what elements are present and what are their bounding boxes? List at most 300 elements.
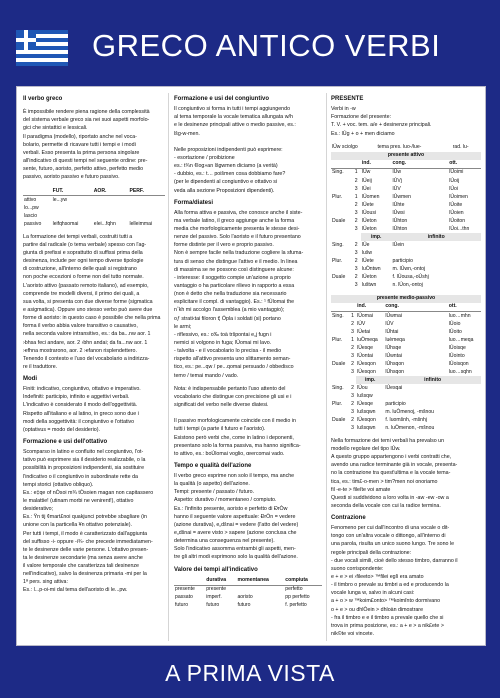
table-cell: 3 — [354, 250, 358, 257]
text-line: bolario, permette di ricavare tutti i tempi e i modi — [23, 141, 136, 148]
text-line: tica, es.: tim£-o-men > tim?men noi onoriamo — [331, 478, 438, 485]
table-cell: lÚoite — [449, 201, 463, 208]
table-cell: rad. lu- — [452, 144, 469, 151]
table-row — [23, 221, 165, 229]
table-cell: futuro — [206, 602, 220, 609]
table-cell: Plur. — [332, 336, 343, 343]
table-cell: passivo — [24, 221, 42, 228]
text-line: Scomparso in latino e confluito nel congiuntivo, l'ot- — [23, 449, 144, 456]
text-line: nenze del passivo. Solo l'aoristo e il futuro presentano — [174, 234, 301, 241]
text-line: L'aoristo attivo (passato remoto italiano), ad esempio, — [23, 282, 149, 289]
text-line: Nella formazione dei temi verbali ha prevalso un — [331, 437, 445, 444]
text-line: al tema temporale la vocale tematica allungata w/h — [174, 114, 293, 121]
column-congiuntivo — [174, 95, 322, 641]
text-line: del sistema verbale greco sia nei suoi aspetti morfolo- — [23, 117, 150, 124]
text-line: - il timbro o prevale su timbri a ed e producendo la — [331, 582, 449, 589]
table-cell: lÚesqon — [357, 360, 376, 367]
table-cell: lÚetai — [357, 328, 371, 335]
table-cell: ott. — [448, 160, 481, 169]
table-cell: m. lÚwn,-ontoj — [392, 266, 426, 273]
text-line: determina una conseguenza nel presente). — [174, 538, 275, 545]
text-line: unione con la particella ¥n ottativo potenziale). — [23, 522, 132, 529]
table-cell: lÚV — [385, 320, 394, 327]
table-cell — [52, 204, 93, 212]
text-line: nell'indicativo), salvo la desinenza primaria -mi per la — [23, 571, 147, 578]
table-row — [331, 352, 481, 360]
table-cell: le...yw — [52, 197, 68, 204]
text-line: - talvolta - e il vocabolario lo precisa - il medio — [174, 348, 282, 355]
table-cell: tema pres. luo-/lue- — [377, 144, 422, 151]
text-line: Nota: è indispensabile pertanto l'uso attento del — [174, 385, 286, 392]
table-cell: durativa — [205, 577, 236, 586]
text-line: o + e > ou dhlÒein > dhloàn dimostrare — [331, 606, 424, 613]
text-line: media che morfologicamente presenta le stesse desi- — [174, 226, 300, 233]
table-row — [331, 384, 481, 392]
table-cell: lÚhsqe — [385, 344, 402, 351]
text-line: Formazione del presente: — [331, 114, 392, 121]
table-cell: luo…meqa — [448, 336, 474, 343]
table-cell: 2 — [354, 177, 358, 184]
text-line: Il congiuntivo si forma in tutti i tempi aggiungendo — [174, 106, 291, 113]
table-cell: n. luÒmenon, -mšnou — [385, 425, 435, 432]
text-line: 1ª pers. sing attiva: — [23, 579, 68, 586]
table-cell — [392, 249, 449, 257]
text-line: Il verbo greco esprime non solo il tempo, ma anche — [174, 473, 295, 480]
table-row — [331, 344, 481, 352]
table-cell: aoristo — [237, 594, 253, 601]
text-line: Es.: l'infinito presente, aoristo e perfetto di ÐrÒw — [174, 505, 288, 512]
table-cell — [331, 409, 350, 417]
table-cell — [331, 328, 350, 336]
text-line: veda alla sezione Proposizioni dipendenti). — [174, 187, 275, 194]
section-heading: Contrazione — [331, 515, 366, 522]
table-cell: lÚw sciolgo — [332, 144, 358, 151]
table-cell — [331, 266, 354, 274]
text-line: tativo può esprimere sia il desiderio realizzabile, o la — [23, 457, 146, 464]
table-cell: ind. — [361, 160, 392, 169]
table-cell: lÚesqon — [357, 417, 376, 424]
text-line: ta le desinenze secondarie (ma senza avere anche — [23, 554, 143, 561]
text-line: e asigmatica). Oppure uno stesso verbo può avere due — [23, 306, 153, 313]
text-line: il valore temporale che caratterizza tali desinenze — [23, 563, 140, 570]
verbi-text — [331, 106, 481, 138]
text-line: Es.: e‡qe of nÒsoi m¾ tÒsoien magan non capitassero — [23, 489, 154, 496]
table-cell — [331, 320, 350, 328]
text-line: hanno il seguente valore aspettuale: ÐrÒn = vedere — [174, 513, 296, 520]
table-row — [331, 409, 481, 417]
table-cell: elei...fqhn — [93, 221, 116, 228]
page-title: GRECO ANTICO VERBI — [92, 28, 441, 63]
table-cell: Plur. — [332, 193, 343, 200]
text-line: passivo, aoristo passivo e futuro passivo. — [23, 174, 120, 181]
table-cell — [331, 209, 354, 217]
table-cell: 2 — [354, 258, 358, 265]
text-line: Tempi: presente / passato / futuro. — [174, 489, 255, 496]
header — [0, 0, 500, 85]
table-row — [331, 368, 481, 376]
table-cell: lÚw — [361, 169, 371, 176]
text-line: A questo gruppo appartengono i verbi contratti che, — [331, 454, 452, 461]
text-line: la qualità (o aspetto) dell'azione. — [174, 481, 250, 488]
table-cell: 3 — [354, 209, 358, 216]
text-line: rispetto all'attivo presenta uno slittamento seman- — [174, 356, 291, 363]
table-cell: lÚhsqon — [385, 360, 405, 367]
table-cell: lÚhton — [392, 225, 408, 232]
table-cell: Sing. — [332, 242, 344, 248]
text-line: nˆkh mi accolgo l'assemblea (a mio vantaggio); — [174, 307, 285, 314]
table-cell — [52, 213, 93, 221]
table-cell — [331, 352, 350, 360]
table-row — [23, 204, 165, 212]
text-line: L'indicativo è considerato il modo dell'oggettività. — [23, 402, 138, 409]
table-cell: luo…sqhn — [448, 368, 472, 375]
text-line: to attivo, es.: boÚlomai voglio, œercomai vado. — [174, 450, 285, 457]
column-divider — [326, 93, 327, 641]
table-cell: lÚV — [357, 320, 366, 327]
table-cell: momentanea — [236, 577, 284, 586]
text-line: vocabolario che distingue con precisione gli usi e i — [174, 393, 292, 400]
text-line: (per le dipendenti al congiuntivo e ottativo si — [174, 179, 278, 186]
valore-table — [174, 577, 322, 610]
section-heading: Valore dei tempi all'indicativo — [174, 566, 258, 573]
table-cell: 1 — [351, 312, 354, 319]
text-line: di massima se ne possono così distinguere alcune: — [174, 266, 294, 273]
text-line: ›bhsa feci andare, aor. 2 ›bhn andai; da fa...nw aor. 1 — [23, 339, 148, 346]
table-cell: lo...pw — [24, 205, 39, 212]
table-cell: lÚoiton — [449, 217, 466, 224]
modi-text — [23, 386, 165, 434]
table-cell: lušsqw — [357, 393, 373, 400]
table-cell: 3 — [351, 328, 354, 335]
table-cell: futuro — [237, 602, 251, 609]
table-cell — [236, 585, 284, 594]
text-line: oƒ strati‹tai filoron t¦ Ópla i soldati (si) portano — [174, 315, 281, 322]
table-row — [331, 274, 481, 282]
table-cell: luštwn — [361, 282, 377, 289]
table-title: imp. — [356, 376, 384, 384]
table-cell — [93, 196, 129, 205]
table-cell: 1 — [354, 193, 358, 200]
table-row — [331, 336, 481, 344]
table-row — [331, 249, 481, 257]
table-cell — [331, 425, 350, 433]
text-line: le armi; — [174, 323, 192, 330]
text-line: avendo una radice terminante già in vocale, presenta- — [331, 462, 458, 469]
text-line: Solo l'indicativo assomma entrambi gli aspetti, men- — [174, 546, 296, 553]
table-cell: 3 — [351, 368, 354, 375]
text-line: e le desinenze principali attive o medio passive, es.: — [174, 122, 296, 129]
presente-attivo-table — [331, 152, 481, 290]
table-cell: participio — [392, 258, 413, 265]
table-cell: lÚoi — [449, 185, 458, 192]
table-cell: lÚesqe — [357, 401, 373, 408]
table-cell: participio — [385, 401, 406, 408]
table-cell — [331, 393, 350, 401]
text-line: lšg-w-men. — [174, 130, 200, 137]
text-line: - interesse: il soggetto compie un'azione a proprio — [174, 274, 291, 281]
tempo-text — [174, 473, 322, 562]
table-cell: f. perfetto — [285, 602, 307, 609]
table-cell — [331, 282, 354, 290]
text-line: suono corrispondente: — [331, 565, 384, 572]
table-cell: 2 — [351, 320, 354, 327]
text-line: Esistono però verbi che, come in latino i deponenti, — [174, 434, 294, 441]
contrazione-text — [331, 525, 481, 638]
text-line: verbali. Esso presenta la prima persona singolare — [23, 149, 140, 156]
table-cell: lÚei — [361, 185, 371, 192]
table-cell: lÚousi — [361, 209, 377, 216]
text-line: tutti i tempi (a parte il futuro e l'aoristo). — [174, 426, 266, 433]
table-row — [331, 168, 481, 177]
text-line: di costruzione, all'interno delle quali si registrano — [23, 266, 137, 273]
table-cell: lÚhte — [392, 201, 405, 208]
table-cell: lÚoito — [448, 328, 462, 335]
table-row — [331, 177, 481, 185]
table-cell — [331, 368, 350, 376]
table-title: imp. — [361, 233, 392, 241]
table-cell: lÚesqai — [385, 385, 403, 392]
table-cell — [128, 213, 165, 221]
text-line: (optativus = modo del desiderio). — [23, 426, 100, 433]
table-cell: leifqhsomai — [52, 221, 79, 228]
text-line: forme distinte per il vero e proprio passivo. — [174, 242, 274, 249]
text-line: l'indicativo o il congiuntivo in subordinate rette da — [23, 473, 138, 480]
text-line: all'indicativo di questi tempi nel seguente ordine: pre- — [23, 157, 148, 164]
table-cell — [331, 160, 354, 169]
table-cell: attivo — [24, 197, 37, 204]
column-presente — [331, 95, 481, 641]
table-cell: lÚoimi — [449, 169, 464, 176]
table-cell: lÚontai — [357, 352, 373, 359]
table-cell — [93, 204, 129, 212]
text-line: Non è sempre facile nella traduzione cogliere la sfuma- — [174, 250, 304, 257]
text-line: nemici si volgono in fuga; lÚomai mi lavo. — [174, 339, 272, 346]
table-cell: 2 — [354, 201, 358, 208]
table-cell — [128, 196, 165, 205]
text-line: ma verbale latino, il greco aggiunge anche la forma — [174, 217, 295, 224]
table-row — [331, 185, 481, 193]
table-cell: 2 — [354, 217, 358, 224]
table-cell: 2 — [354, 274, 358, 281]
table-row — [23, 213, 165, 221]
text-line: una parola, risulta un unico suono lungo. Tre sono le — [331, 541, 455, 548]
table-cell: 2 — [351, 401, 354, 408]
table-cell: lÚoisqon — [448, 360, 469, 367]
table-cell: lÚwmen — [392, 193, 411, 200]
text-line: Aspetto: durativo / momentaneo / compiuto. — [174, 497, 277, 504]
table-cell: f. lÚousa,-oÚshj — [392, 274, 429, 281]
text-line: desinenza, include per ogni tempo diverse tipologie — [23, 258, 144, 265]
text-line: tongo con un'altra vocale o dittongo, all'interno di — [331, 533, 446, 540]
text-line: sua volta, si presenta con due diverse forme (sigmatica — [23, 298, 153, 305]
table-cell — [331, 249, 354, 257]
table-cell: 1 — [354, 169, 358, 176]
table-cell: lÚein — [392, 242, 405, 248]
section-heading: Modi — [23, 376, 37, 383]
conjugation-table-top — [331, 144, 481, 152]
text-line: forma il verbo abbia valore transitivo o causativo, — [23, 323, 138, 330]
table-cell: futuro — [175, 602, 189, 609]
table-row — [331, 258, 481, 266]
text-line: modi della soggettività: il congiuntivo e l'ottativo — [23, 418, 135, 425]
table-cell: 2 — [354, 242, 358, 248]
text-line: fil -e-te > fileîte voi amate — [331, 486, 391, 493]
text-line: (azione durativa), e„dšnai = vedere (l'atto del vedere) — [174, 521, 299, 528]
table-row — [174, 585, 322, 594]
text-line: giunta di prefissi e soprattutto di suffissi prima della — [23, 249, 143, 256]
diatesi-text — [174, 210, 322, 380]
column-verbo-greco — [23, 95, 165, 641]
text-line: desiderativo; — [23, 506, 54, 513]
table-cell: lelleimmai — [129, 221, 153, 228]
table-row — [174, 594, 322, 602]
table-row — [331, 328, 481, 336]
table-cell: lÚoi...thn — [449, 225, 470, 232]
text-line: trova in prima posizione, es.: a + e > a nik£ete > — [331, 622, 444, 629]
presente-notes — [331, 438, 481, 510]
table-row — [331, 393, 481, 401]
table-cell — [384, 393, 447, 401]
table-cell: presente — [206, 586, 227, 593]
table-cell: lÚhtai — [385, 328, 399, 335]
text-line: Alla forma attiva e passiva, che conosce anche il siste- — [174, 209, 303, 216]
text-line: le malattie! (utinam morbi ne venirent!), ottativo — [23, 497, 134, 504]
ottativo-text — [23, 449, 165, 595]
table-cell: 3 — [354, 225, 358, 232]
text-line: significati del verbo nelle diverse diatesi. — [174, 401, 269, 408]
table-cell: ind. — [356, 303, 384, 312]
table-cell: 3 — [351, 409, 354, 416]
text-line: Es.: l...p-oi-mi dal tema dell'aoristo di le...pw. — [23, 587, 128, 594]
text-line: del suffisso -i- oppure -i¾- che precede immediatamen- — [23, 538, 153, 545]
text-line: e„dšnai = avere visto > sapere (azione conclusa che — [174, 530, 297, 537]
table-row — [331, 282, 481, 290]
table-row — [331, 320, 481, 328]
table-cell: lÚwmai — [385, 312, 403, 319]
table-cell: lÚete — [361, 258, 374, 265]
table-cell: AOR. — [93, 187, 129, 196]
text-line: sente, futuro, aoristo, perfetto attivo, perfetto medio — [23, 166, 144, 173]
text-line: - fra il timbro e e il timbro a prevale quello che si — [331, 614, 444, 621]
text-line: Il passivo morfologicamente coincide con il medio in — [174, 418, 296, 425]
text-line: possibilità in proposizioni indipendenti, sia sostituire — [23, 465, 145, 472]
table-cell: 3 — [351, 425, 354, 432]
text-line: re il traduttore. — [23, 363, 58, 370]
table-cell: Sing. — [332, 312, 344, 319]
text-line: te le desinenze delle varie persone. L'ottativo presen- — [23, 546, 149, 553]
table-row — [331, 401, 481, 409]
table-cell: Sing. — [332, 385, 344, 392]
text-line: partire dal radicale (o tema verbale) spesso con l'ag- — [23, 241, 147, 248]
table-cell: ott. — [448, 303, 481, 312]
table-cell: lÚw — [392, 169, 402, 176]
table-cell: PERF. — [128, 187, 165, 196]
text-line: Il paradigma (modello), riportato anche nel voca- — [23, 133, 137, 140]
text-line: presentano solo la forma passiva, ma hanno significa- — [174, 442, 301, 449]
table-cell: 3 — [351, 393, 354, 400]
text-line: Tenendo il contesto e l'uso del vocabolario a indirizza- — [23, 355, 150, 362]
text-line: es.: t¾n ¢log»an lšgwmen diciamo (a verità) — [174, 163, 278, 170]
text-line: Fenomeno per cui dall'incontro di una vocale o dit- — [331, 525, 450, 532]
text-line — [174, 139, 322, 146]
table-title: infinito — [384, 376, 481, 384]
table-title: infinito — [392, 233, 481, 241]
table-cell: m. luÒmenoj, -mšnou — [385, 409, 435, 416]
text-line: e + e > ei ›fileeto> ™filei eglì era amato — [331, 574, 424, 581]
table-cell: cong. — [392, 160, 449, 169]
table-row — [174, 602, 322, 610]
table-row — [331, 311, 481, 320]
paradigm-table — [23, 187, 165, 228]
table-title: presente attivo — [331, 152, 481, 160]
table-title: presente medio-passivo — [331, 295, 481, 303]
section-heading: Formazione e usi del congiuntivo — [174, 96, 270, 102]
table-cell: lÚeij — [361, 177, 372, 184]
table-cell: lascio — [24, 213, 38, 220]
presente-medio-passivo-table — [331, 295, 481, 433]
table-row — [331, 241, 481, 249]
table-cell: FUT. — [52, 187, 93, 196]
table-cell — [93, 213, 129, 221]
table-cell: luèmeqa — [385, 336, 405, 343]
table-cell: cong. — [384, 303, 447, 312]
table-cell: lÚesqe — [357, 344, 373, 351]
table-cell: lÚointo — [448, 352, 465, 359]
text-line: forme di aoristo: in questo caso è possibile che nella prima — [23, 315, 161, 322]
text-line: ›efhna mostrarono, aor. 2 ›efanon risplendettero. — [23, 347, 137, 354]
text-line: - riflessivo, es.: o‰ toà tršpontai e„j fugn i — [174, 331, 272, 338]
table-cell: perfetto — [285, 586, 303, 593]
footer — [0, 648, 500, 698]
text-line: no la contrazione tra quest'ultima e la vocale tema- — [331, 470, 451, 477]
table-cell: Duale — [332, 217, 346, 224]
section-heading: PRESENTE — [331, 96, 364, 102]
text-line: - dubbio, es.: t… poišmen cosa dobbiamo fare? — [174, 171, 286, 178]
table-cell: Duale — [332, 274, 346, 281]
table-cell: 2 — [351, 385, 354, 392]
table-row — [331, 201, 481, 209]
table-row — [331, 360, 481, 368]
table-cell: 2 — [351, 344, 354, 351]
table-cell: 2 — [351, 417, 354, 424]
table-row — [23, 196, 165, 205]
table-cell: Sing. — [332, 169, 344, 176]
table-cell: lÚVj — [392, 177, 402, 184]
section-heading: Tempo e qualità dell'azione — [174, 462, 252, 469]
table-cell: lÚV — [392, 185, 401, 192]
text-line: Per tutti i tempi, il modo è caratterizzato dall'aggiunta — [23, 530, 148, 537]
text-line: nella seconda valore intransitivo, es.: da ba...nw aor. 1 — [23, 331, 151, 338]
table-cell: lÚe — [361, 242, 370, 248]
text-line: Finiti: indicativo, congiuntivo, ottativo e imperativo. — [23, 386, 141, 393]
formation-text — [23, 234, 165, 371]
table-cell: Plur. — [332, 258, 343, 265]
table-cell — [331, 185, 354, 193]
text-line: vocale lunga w, salvo in alcuni casi: — [331, 590, 415, 597]
text-line: (non è detto che nella traduzione sia necessario — [174, 291, 287, 298]
text-line: tempi storici (ottativo obliquo). — [23, 481, 94, 488]
text-line: Rispetto all'italiano e al latino, in greco sono due i — [23, 410, 139, 417]
table-row — [331, 193, 481, 201]
table-cell: Duale — [332, 417, 346, 424]
section-heading: Forma/diatesi — [174, 199, 214, 206]
text-line: seconda della vocale con cui la radice termina. — [331, 502, 441, 509]
table-cell: presente — [175, 586, 195, 593]
text-line: - esortazione / proibizione — [174, 154, 235, 161]
greek-flag-icon — [16, 30, 68, 66]
text-line: È impossibile rendere piena ragione della complessità — [23, 109, 150, 116]
text-line: Questi si suddividono a loro volta in -aw -ew -ow a — [331, 494, 449, 501]
